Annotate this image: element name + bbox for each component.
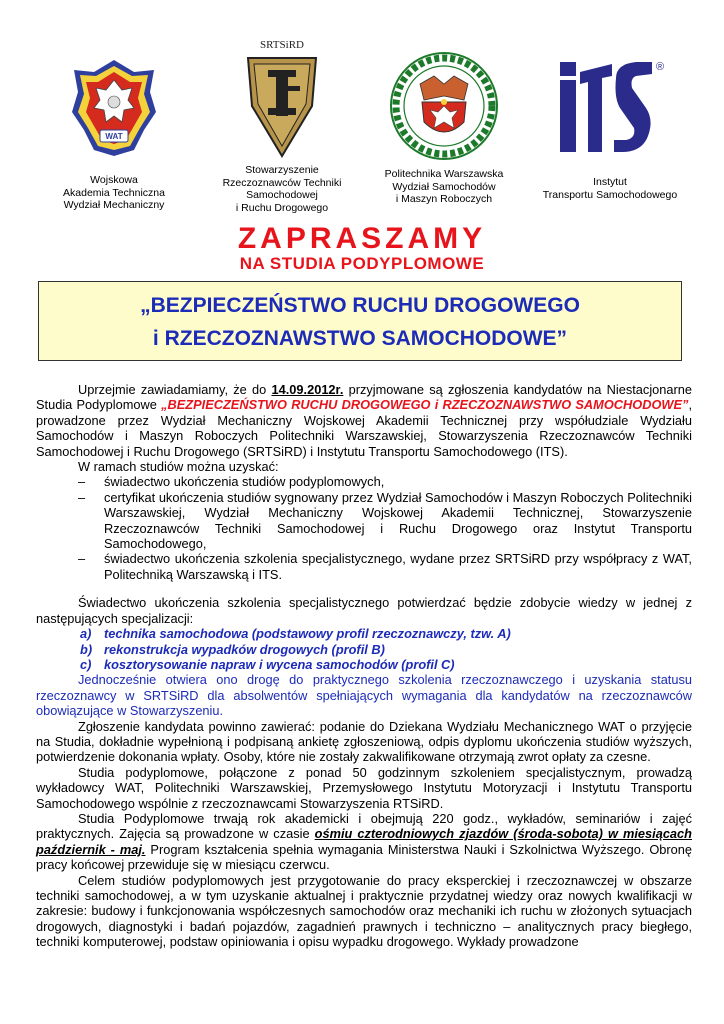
logo-its — [530, 58, 690, 201]
pw-caption-1: Politechnika Warszawska — [384, 168, 504, 180]
program-title-box — [38, 281, 682, 361]
srtsird-caption-3: Samochodowej — [246, 189, 318, 201]
deadline-date: 14.09.2012r. — [271, 382, 344, 397]
paragraph-intro — [36, 382, 692, 459]
srtsird-caption-1: Stowarzyszenie — [245, 164, 319, 176]
intro-text-b: przyjmowane są zgłoszenia kandydatów na Niestacjonarne Studia Podyplomowe — [36, 382, 693, 413]
wat-caption-1: Wojskowa — [90, 174, 138, 186]
list-item — [80, 656, 692, 672]
pw-caption-2: Wydział Samochodów — [392, 180, 496, 193]
intro-text-c: , prowadzone przez Wydział Mechaniczny Wojskowej Akademii Technicznej przy współudziale Wydziału Samochodów i Maszyn Roboczych Politechniki Warszawskiej, Stowarzyszenia Rzeczoznawców Techniki Samochodowej i Ruchu Drogowego (SRTSiRD) i Instytutu Transportu Samochodowego (ITS). — [36, 397, 692, 459]
pw-caption-3: i Maszyn Roboczych — [395, 193, 493, 205]
list-item — [80, 626, 692, 642]
page-title: ZAPRASZAMY — [237, 222, 487, 255]
list-item — [80, 641, 692, 657]
paragraph-lecturers: Studia podyplomowe, połączone z ponad 50 godzinnym szkoleniem specjalistycznym, prowadzą wykładowcy WAT, Politechniki Warszawskiej, Przemysłowego Instytutu Motoryzacji i Instytutu Transportu Samochodowego wspólnie z rzeczoznawcami Stowarzyszenia RTSiRD. — [36, 764, 692, 811]
program-title-line-2: i RZECZOZNAWSTWO SAMOCHODOWE” — [152, 327, 568, 350]
paragraph-status: Jednocześnie otwiera ono drogę do praktycznego szkolenia rzeczoznawczego i uzyskania statusu rzeczoznawcy w SRTSiRD dla absolwentów spełniających wymagania dla kandydatów na rzeczoznawców obowiązujące w Stowarzyszeniu. — [36, 672, 692, 719]
srtsird-badge-text: SRTSiRD — [260, 39, 304, 51]
page-subtitle: NA STUDIA PODYPLOMOWE — [239, 254, 485, 273]
paragraph-specializations: Świadectwo ukończenia szkolenia specjalistycznego potwierdzać będzie zdobycie wiedzy w jednej z następujących specjalizacji: — [36, 595, 692, 626]
schedule-text-c: Program kształcenia spełnia wymagania Ministerstwa Nauki i Szkolnictwa Wyższego. Obronę pracy końcowej przewiduje się w miesiącu czerwcu. — [36, 841, 693, 873]
schedule-highlight: ośmiu czterodniowych zjazdów (środa-sobota) w miesiącach październik - maj. — [36, 826, 692, 857]
specializations-list — [36, 626, 692, 672]
certificates-list — [36, 474, 692, 582]
paragraph-application: Zgłoszenie kandydata powinno zawierać: podanie do Dziekana Wydziału Mechanicznego WAT o przyjęcie na Studia, dokładnie wypełnioną i podpisaną ankietę zgłoszeniową, odpis dyplomu ukończenia studiów wyższych, potwierdzenie dokonania wpłaty. Osoby, które nie zostały zakwalifikowane otrzymają zwrot opłaty za czesne. — [36, 718, 692, 765]
spec-text: kosztorysowanie napraw i wycena samochodów (profil C) — [104, 656, 455, 672]
list-marker: b) — [80, 641, 93, 657]
spec-text: rekonstrukcja wypadków drogowych (profil B) — [104, 641, 385, 657]
list-marker: a) — [80, 626, 92, 642]
srtsird-caption-4: i Ruchu Drogowego — [235, 201, 329, 214]
its-logo-icon — [556, 58, 664, 158]
paragraph-options: W ramach studiów można uzyskać: — [78, 459, 279, 475]
document-body — [36, 382, 692, 950]
list-item: – certyfikat ukończenia studiów sygnowany przez Wydział Samochodów i Maszyn Roboczych Politechniki Warszawskiej, Wydział Mechaniczny Wojskowej Akademii Technicznej, Stowarzyszenie Rzeczoznawców Techniki Samochodowej i Ruchu Drogowego oraz Instytut Transportu Samochodowego, — [104, 490, 692, 552]
pw-emblem-icon — [388, 50, 500, 162]
program-name-inline: „BEZPIECZEŃSTWO RUCHU DROGOWEGO i RZECZOZNAWSTWO SAMOCHODOWE” — [161, 397, 689, 413]
program-title-line-1: „BEZPIECZEŃSTWO RUCHU DROGOWEGO — [140, 294, 580, 317]
logo-wat — [40, 58, 188, 212]
srtsird-caption-2: Rzeczoznawców Techniki — [222, 176, 342, 189]
paragraph-goals: Celem studiów podyplomowych jest przygotowanie do pracy eksperckiej i rzeczoznawczej w obszarze techniki samochodowej, a w tym uzyskanie aktualnej i praktycznie przydatnej wiedzy oraz nowych kwalifikacji w zakresie: budowy i funkcjonowania współczesnych samochodów oraz mechaniki ich ruchu w złożonych sytuacjach drogowych, diagnostyki i badań pojazdów, zagadnień prawnych i techniczno – analitycznych pracy biegłego, techniki komputerowej, podstaw opiniowania i opisu wypadku drogowego. Wykłady prowadzone — [36, 872, 692, 950]
logo-srtsird — [208, 36, 356, 214]
schedule-text-a: Studia Podyplomowe trwają rok akademicki i obejmują 220 godz., wykładów, seminariów i zajęć praktycznych. Zajęcia są prowadzone w czasie — [36, 810, 692, 842]
list-item: – świadectwo ukończenia studiów podyplomowych, — [104, 474, 692, 489]
wat-emblem-icon — [70, 58, 158, 164]
logo-pw — [374, 50, 514, 206]
wat-caption-3: Wydział Mechaniczny — [63, 199, 165, 211]
spec-text: technika samochodowa (podstawowy profil rzeczoznawczy, tzw. A) — [104, 626, 511, 642]
srtsird-emblem-icon — [242, 36, 322, 160]
intro-text-a: Uprzejmie zawiadamiamy, że do — [78, 382, 272, 397]
its-registered-mark: ® — [656, 61, 664, 73]
paragraph-schedule — [36, 811, 692, 873]
wat-caption-2: Akademia Techniczna — [63, 186, 165, 199]
wat-badge-text: WAT — [105, 132, 123, 141]
its-caption-2: Transportu Samochodowego — [542, 188, 678, 201]
its-caption-1: Instytut — [593, 176, 627, 188]
list-marker: c) — [80, 656, 92, 672]
list-item: – świadectwo ukończenia szkolenia specjalistycznego, wydane przez SRTSiRD przy współpracy z WAT, Politechniką Warszawską i ITS. — [104, 551, 692, 582]
